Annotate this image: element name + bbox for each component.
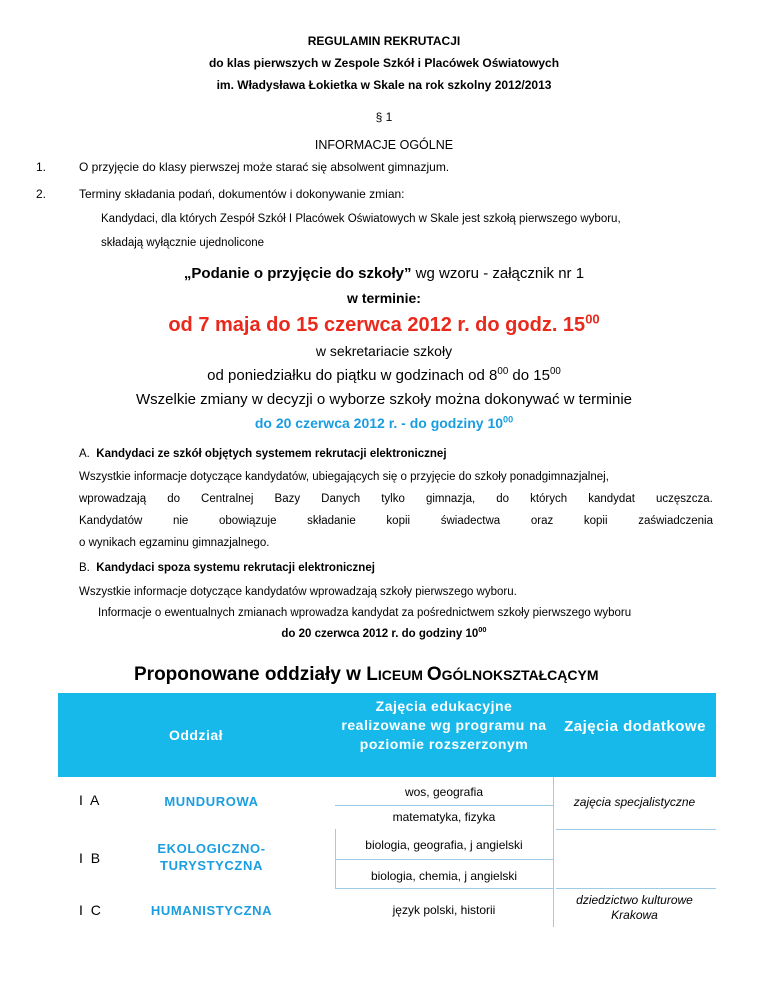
row-ic-subject-1: język polski, historii	[392, 903, 496, 917]
row-ia-extra: zajęcia specjalistyczne	[573, 795, 696, 809]
section-a-line3-word: obowiązuje	[218, 515, 277, 527]
deadline-place: w sekretariacie szkoły	[315, 343, 453, 359]
section-a-letter: A.	[79, 448, 90, 460]
row-ic-name: HUMANISTYCZNA	[150, 903, 273, 918]
section-a-line2-word: kandydat	[588, 493, 635, 505]
hours-sup2: 00	[549, 366, 561, 377]
table-header-zajecia-dodatkowe: Zajęcia dodatkowe	[556, 717, 714, 737]
item-1-text: O przyjęcie do klasy pierwszej może starać się absolwent gimnazjum.	[79, 160, 450, 174]
row-ib-subject-1: biologia, geografia, j angielski	[365, 838, 523, 852]
changes-date-sup: 00	[503, 414, 514, 425]
section-b-line1: Wszystkie informacje dotyczące kandydatów wprowadzają szkoły pierwszego wyboru.	[79, 586, 517, 598]
row-ia-code: I A	[79, 792, 102, 808]
vdivider-2	[553, 777, 554, 927]
section-a-line3-word: kopii	[386, 515, 411, 527]
divider-ib	[335, 859, 553, 860]
item-2-number: 2.	[36, 187, 47, 201]
section-b-letter: B.	[79, 562, 90, 574]
divider-extra-1	[556, 829, 716, 830]
table-heading-b2: ICEUM	[377, 667, 427, 683]
section-b-line3-sup: 00	[478, 625, 487, 635]
table-heading-b4: GÓLNOKSZTAŁCĄCYM	[441, 667, 599, 683]
section-title: INFORMACJE OGÓLNE	[314, 138, 454, 152]
row-ib-name: EKOLOGICZNO-TURYSTYCZNA	[157, 841, 266, 873]
section-a-line2-word: uczęszcza.	[655, 493, 713, 505]
doc-subtitle-1: do klas pierwszych w Zespole Szkół i Placówek Oświatowych	[208, 56, 560, 70]
table-heading	[134, 664, 598, 686]
deadline-main	[0, 311, 768, 337]
section-b-line2: Informacje o ewentualnych zmianach wprowadza kandydat za pośrednictwem szkoły pierwszego wyboru	[98, 607, 632, 619]
section-a-line3	[79, 515, 713, 527]
form-name: „Podanie o przyjęcie do szkoły”	[183, 265, 412, 282]
table-heading-b1: L	[366, 664, 378, 685]
section-a-line3-word: Kandydatów	[79, 515, 143, 527]
row-ib-subject-2: biologia, chemia, j angielski	[370, 869, 518, 883]
section-a-line3-word: składanie	[307, 515, 356, 527]
section-a-line2-word: których	[530, 493, 568, 505]
section-a-line2-word: Bazy	[274, 493, 301, 505]
section-a-line2-word: wprowadzają	[79, 493, 147, 505]
divider-extra-2	[556, 888, 716, 889]
section-a-line2-word: Centralnej	[201, 493, 254, 505]
row-ic-extra: dziedzictwo kulturowe Krakowa	[576, 893, 693, 922]
section-a-line3-word: świadectwa	[440, 515, 501, 527]
section-b-line3	[0, 625, 768, 640]
section-a-line2-word: gimnazja,	[425, 493, 476, 505]
section-a-title: Kandydaci ze szkół objętych systemem rekrutacji elektronicznej	[96, 448, 447, 460]
table-heading-b3: O	[426, 664, 442, 685]
row-ic-code: I C	[79, 902, 103, 918]
section-a-line2-word: do	[496, 493, 510, 505]
para1-line1: Kandydaci, dla których Zespół Szkół I Placówek Oświatowych w Skale jest szkołą pierwszego wyboru,	[101, 213, 621, 225]
row-ia-name: MUNDUROWA	[164, 794, 259, 809]
section-a-line3-word: zaświadczenia	[638, 515, 713, 527]
item-1-number: 1.	[36, 160, 47, 174]
section-a-line2-word: tylko	[381, 493, 405, 505]
table-heading-a: Proponowane oddziały w	[134, 664, 367, 685]
section-a-line2-word: do	[167, 493, 180, 505]
divider-ia	[335, 805, 553, 806]
hours-sup1: 00	[497, 366, 509, 377]
row-ib-code: I B	[79, 850, 103, 866]
row-ia-subject-2: matematyka, fizyka	[392, 810, 496, 824]
section-a-line2-word: Danych	[321, 493, 361, 505]
hours-a: od poniedziałku do piątku w godzinach od 8	[207, 367, 498, 384]
section-number: § 1	[375, 110, 393, 124]
section-a-line1: Wszystkie informacje dotyczące kandydatów, ubiegających się o przyjęcie do szkoły ponadgimnazjalnej,	[79, 471, 609, 483]
table-header-oddzial: Oddział	[58, 726, 334, 745]
section-a-line3-word: nie	[172, 515, 189, 527]
deadline-hours	[0, 367, 768, 384]
row-ia-subject-1: wos, geografia	[404, 785, 484, 799]
section-b-title: Kandydaci spoza systemu rekrutacji elektronicznej	[96, 562, 375, 574]
section-a-line3-word: kopii	[583, 515, 608, 527]
vdivider-1	[335, 829, 336, 888]
hours-b: do 15	[508, 367, 550, 384]
deadline-main-sup: 00	[585, 311, 600, 327]
section-a-line3-word: oraz	[530, 515, 554, 527]
changes-text: Wszelkie zmiany w decyzji o wyborze szkoły można dokonywać w terminie	[136, 391, 632, 408]
doc-title: REGULAMIN REKRUTACJI	[307, 34, 461, 48]
divider-ib-bottom	[335, 888, 553, 889]
form-line	[0, 265, 768, 282]
section-a-line4: o wynikach egzaminu gimnazjalnego.	[79, 537, 270, 549]
section-b-line3-text: do 20 czerwca 2012 r. do godziny 10	[281, 628, 479, 640]
changes-date-text: do 20 czerwca 2012 r. - do godziny 10	[254, 415, 504, 431]
changes-date	[0, 415, 768, 431]
table-header-zajecia-edukacyjne: Zajęcia edukacyjne realizowane wg programu na poziomie rozszerzonym	[335, 697, 553, 754]
section-a-line2	[79, 493, 713, 505]
term-label: w terminie:	[347, 290, 421, 306]
para1-line2: składają wyłącznie ujednolicone	[101, 237, 265, 249]
form-suffix: wg wzoru - załącznik nr 1	[411, 265, 585, 282]
section-a-heading	[79, 448, 447, 460]
doc-subtitle-2: im. Władysława Łokietka w Skale na rok szkolny 2012/2013	[216, 78, 552, 92]
section-b-heading	[79, 562, 375, 574]
item-2-text: Terminy składania podań, dokumentów i dokonywanie zmian:	[79, 187, 405, 201]
deadline-main-text: od 7 maja do 15 czerwca 2012 r. do godz. 15	[168, 314, 586, 336]
